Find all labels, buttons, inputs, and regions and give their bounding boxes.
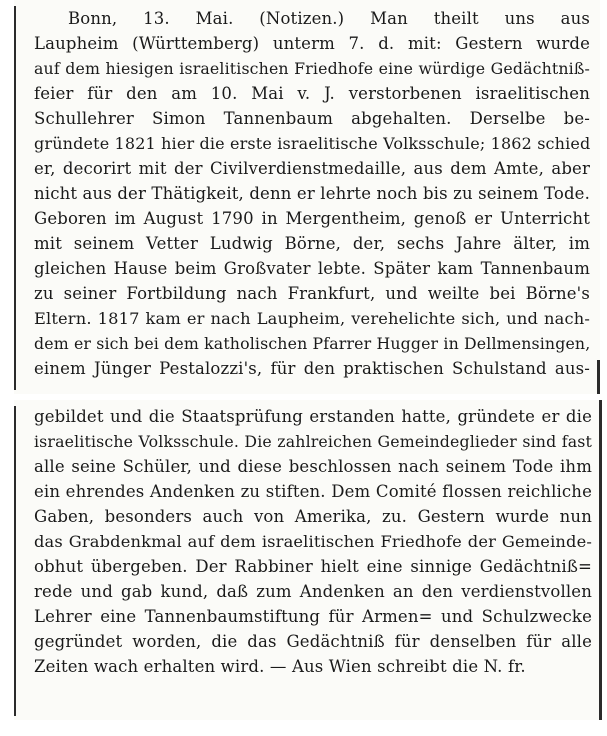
text-line: gebildet und die Staatsprüfung erstanden hatte, gründete er die bbox=[34, 407, 592, 426]
text-line: das Grabdenkmal auf dem israelitischen Friedhofe der Gemeinde- bbox=[34, 532, 592, 551]
text-line: Lehrer eine Tannenbaumstiftung für Armen= und Schulzwecke bbox=[34, 607, 592, 626]
text-line: Laupheim (Württemberg) unterm 7. d. mit: Gestern wurde bbox=[34, 34, 590, 53]
text-line: Bonn, 13. Mai. (Notizen.) Man theilt uns aus bbox=[68, 9, 590, 28]
text-line: zu seiner Fortbildung nach Frankfurt, und weilte bei Börne's bbox=[34, 284, 590, 303]
article-text-block bbox=[34, 6, 590, 381]
text-line: dem er sich bei dem katholischen Pfarrer Hugger in Dellmensingen, bbox=[34, 334, 591, 353]
text-line: mit seinem Vetter Ludwig Börne, der, sechs Jahre älter, im bbox=[34, 234, 590, 253]
text-line: gründete 1821 hier die erste israelitische Volksschule; 1862 schied bbox=[34, 134, 591, 153]
text-line: Zeiten wach erhalten wird. — Aus Wien schreibt die N. fr. bbox=[34, 657, 526, 676]
column-rule-left bbox=[14, 6, 16, 390]
text-line: obhut übergeben. Der Rabbiner hielt eine sinnige Gedächtniß= bbox=[34, 557, 592, 576]
text-line: israelitische Volksschule. Die zahlreichen Gemeindeglieder sind fast bbox=[34, 432, 592, 451]
newspaper-clipping-top bbox=[14, 0, 600, 394]
text-line: rede und gab kund, daß zum Andenken an den verdienstvollen bbox=[34, 582, 592, 601]
article-text-block bbox=[34, 404, 592, 679]
text-line: Schullehrer Simon Tannenbaum abgehalten. Derselbe be- bbox=[34, 109, 590, 128]
text-line: auf dem hiesigen israelitischen Friedhofe eine würdige Gedächtniß- bbox=[34, 59, 590, 78]
text-line: ein ehrendes Andenken zu stiften. Dem Comité flossen reichliche bbox=[34, 482, 592, 501]
column-rule-right bbox=[597, 360, 600, 394]
text-line: gegründet worden, die das Gedächtniß für denselben für alle bbox=[34, 632, 592, 651]
text-line: gleichen Hause beim Großvater lebte. Später kam Tannenbaum bbox=[34, 259, 590, 278]
text-line: Gaben, besonders auch von Amerika, zu. Gestern wurde nun bbox=[34, 507, 592, 526]
text-line: feier für den am 10. Mai v. J. verstorbenen israelitischen bbox=[34, 84, 590, 103]
text-line: nicht aus der Thätigkeit, denn er lehrte noch bis zu seinem Tode. bbox=[34, 184, 590, 203]
text-line: er, decorirt mit der Civilverdienstmedaille, aus dem Amte, aber bbox=[34, 159, 590, 178]
column-rule-right bbox=[599, 400, 602, 720]
text-line: Geboren im August 1790 in Mergentheim, genoß er Unterricht bbox=[34, 209, 590, 228]
text-line: einem Jünger Pestalozzi's, für den praktischen Schulstand aus- bbox=[34, 359, 590, 378]
text-line: alle seine Schüler, und diese beschlossen nach seinem Tode ihm bbox=[34, 457, 592, 476]
column-rule-left bbox=[14, 406, 16, 716]
text-line: Eltern. 1817 kam er nach Laupheim, verehelichte sich, und nach- bbox=[34, 309, 590, 328]
newspaper-clipping-bottom bbox=[14, 400, 602, 720]
